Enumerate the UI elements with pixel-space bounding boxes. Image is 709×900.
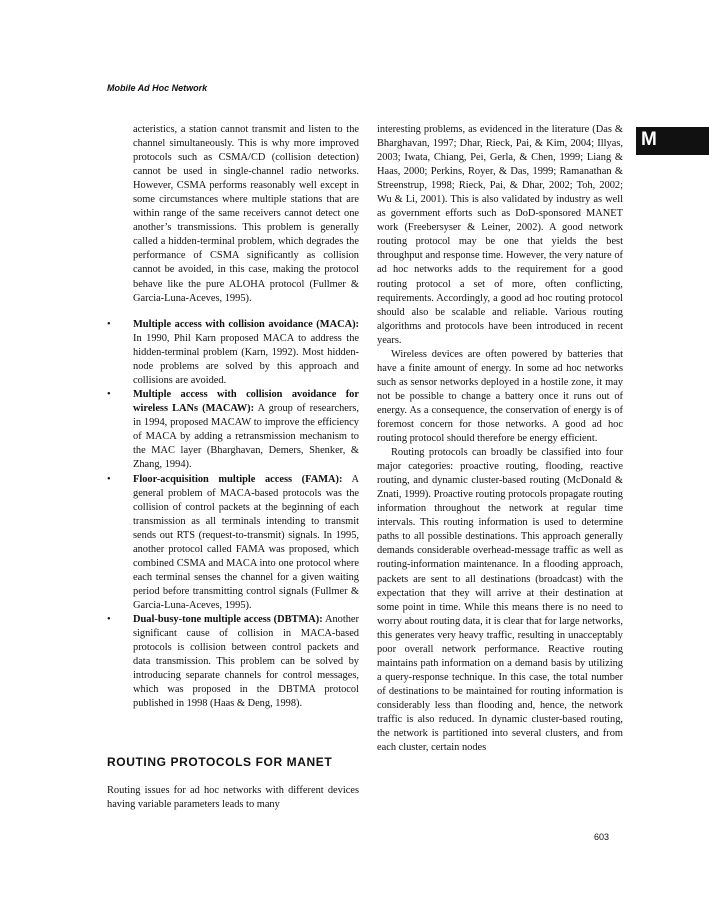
section-tab-letter: M — [641, 129, 657, 150]
bullet-title: Multiple access with collision avoidance for wireless LANs (MACAW): — [133, 389, 359, 415]
bullet-icon: • — [107, 473, 111, 485]
bullet-text: In 1990, Phil Karn proposed MACA to address the hidden-terminal problem (Karn, 1992). Most hidden-node problems are solved by this approach and collisions are avoided. — [133, 333, 359, 387]
bullet-title: Dual-busy-tone multiple access (DBTMA): — [133, 613, 323, 625]
list-item — [107, 613, 359, 711]
paragraph: Routing issues for ad hoc networks with different devices having variable parameters leads to many — [107, 785, 359, 811]
bullet-icon: • — [107, 389, 111, 401]
list-item — [107, 473, 359, 613]
paragraph: Wireless devices are often powered by batteries that have a finite amount of energy. In some ad hoc networks such as sensor networks deployed in a hostile zone, it may not be possible to change a battery once it runs out of energy. As a consequence, the conservation of energy is of foremost concern for those networks. A good ad hoc routing protocol should therefore be energy efficient. — [377, 348, 623, 445]
bullet-text: A group of researchers, in 1994, proposed MACAW to improve the efficiency of MACA by adding a retransmission mechanism to the MAC layer (Bharghavan, Demers, Shenker, & Zhang, 1994). — [133, 403, 359, 471]
list-item — [107, 318, 359, 388]
list-item — [107, 388, 359, 472]
bullet-title: Floor-acquisition multiple access (FAMA): — [133, 473, 343, 485]
paragraph: Routing protocols can broadly be classified into four major categories: proactive routing, flooding, reactive routing, and dynamic cluster-based routing (McDonald & Znati, 1999). Proactive routing protocols propagate routing information throughout the network at regular time intervals. This routing information is used to determine paths to all possible destinations. This approach generally demands considerable overhead-message traffic as well as routing-information maintenance. In a flooding approach, packets are sent to all destinations (broadcast) with the expectation that they will arrive at their destination at some point in time. While this means there is no need to worry about routing data, it is clear that for large networks, this generates very heavy traffic, resulting in unacceptably poor overall network performance. Reactive routing maintains path information on a demand basis by utilizing a query-response technique. In this case, the total number of destinations to be maintained for routing information is considerably less than flooding and, hence, the network traffic is also reduced. In dynamic cluster-based routing, the network is partitioned into several clusters, and from each cluster, certain nodes — [377, 447, 623, 754]
left-column-bottom — [107, 784, 359, 812]
bullet-list — [107, 318, 359, 711]
bullet-icon: • — [107, 613, 111, 625]
running-head: Mobile Ad Hoc Network — [107, 83, 208, 93]
section-heading: ROUTING PROTOCOLS FOR MANET — [107, 755, 333, 769]
left-column-top — [133, 123, 359, 306]
right-column — [377, 123, 623, 755]
bullet-title: Multiple access with collision avoidance (MACA): — [133, 319, 359, 330]
paragraph: acteristics, a station cannot transmit and listen to the channel simultaneously. This is why more improved protocols such as CSMA/CD (collision detection) cannot be used in single-channel radio networks. However, CSMA performs reasonably well except in some circumstances where multiple stations that are within range of the same receivers cannot detect one another’s transmissions. This problem is generally called a hidden-terminal problem, which degrades the performance of CSMA significantly as collision cannot be avoided, in this case, making the protocol behave like the pure ALOHA protocol (Fullmer & Garcia-Luna-Aceves, 1995). — [133, 124, 359, 304]
page-number: 603 — [594, 832, 610, 842]
section-tab — [636, 127, 709, 155]
bullet-icon: • — [107, 319, 111, 330]
paragraph: interesting problems, as evidenced in the literature (Das & Bharghavan, 1997; Dhar, Rieck, Pai, & Kim, 2004; Illyas, 2003; Iwata, Chiang, Pei, Gerla, & Chen, 1999; Liang & Haas, 2000; Perkins, Royer, & Das, 1999; Ramanathan & Streenstrup, 1998; Rieck, Pai, & Dhar, 2002; Toh, 2002; Wu & Li, 2001). This is also validated by industry as well as government efforts such as DoD-sponsored MANET work (Freebersyser & Leiner, 2002). A good network routing protocol may be one that yields the best throughput and response time. However, the very nature of ad hoc networks adds to the requirement for a good routing protocol a set of more, often conflicting, requirements. Accordingly, a good ad hoc routing protocol should also be scalable and reliable. Various routing algorithms and protocols have been introduced in recent years. — [377, 124, 623, 346]
bullet-text: A general problem of MACA-based protocols was the collision of control packets at the beginning of each transmission as all terminals intending to transmit sends out RTS (request-to-transmit) signals. In 1995, another protocol called FAMA was proposed, which combined CSMA and MACA into one protocol where each terminal senses the channel for a given waiting period before transmitting control signals (Fullmer & Garcia-Luna-Aceves, 1995). — [133, 473, 359, 611]
bullet-text: Another significant cause of collision in MACA-based protocols is collision between control packets and data transmission. This problem can be solved by introducing separate channels for control messages, which was proposed in the DBTMA protocol published in 1998 (Haas & Deng, 1998). — [133, 613, 359, 710]
